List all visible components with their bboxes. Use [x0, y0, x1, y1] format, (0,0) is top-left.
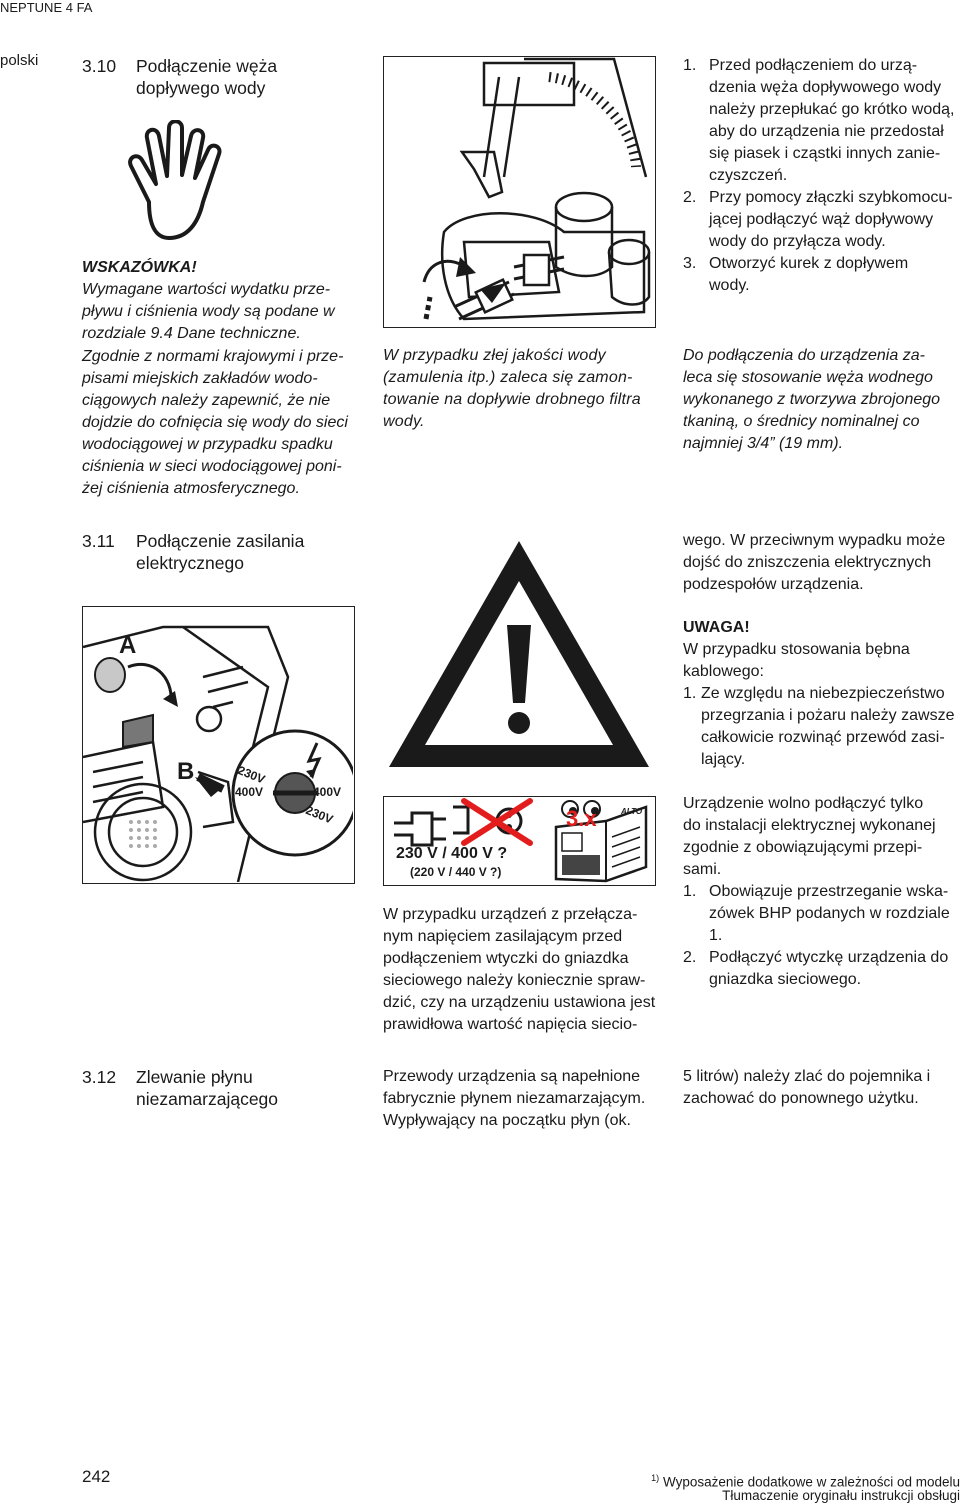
step-text: Obowiązuje przestrzeganie wska- zówek BHP podanych w rozdziale 1. — [709, 883, 950, 944]
step-number: 1. — [683, 883, 697, 900]
header-language: polski — [0, 52, 39, 69]
step-number: 1. — [683, 685, 697, 702]
install-text: Urządzenie wolno podłączyć tylko do instalacji elektrycznej wykonanej zgodnie z obowiązującymi przepi- sami. — [683, 795, 936, 878]
warning-triangle-icon — [383, 535, 655, 775]
water-connection-figure — [383, 56, 656, 328]
voltage-switch-figure — [82, 606, 355, 884]
step-text: Otworzyć kurek z dopływem wody. — [709, 255, 909, 294]
section-3-12-title: Zlewanie płynu niezamarzającego — [136, 1067, 279, 1109]
dial-230-bottom: 230V — [303, 803, 335, 827]
header-model: NEPTUNE 4 FA — [0, 0, 93, 15]
antifreeze-text-1: Przewody urządzenia są napełnione fabrycznie płynem niezamarzającym. Wypływający na początku płyn (ok. — [383, 1068, 646, 1129]
connection-steps — [683, 55, 960, 297]
step-text: Podłączyć wtyczkę urządzenia do gniazdka sieciowego. — [709, 949, 949, 988]
note-text: Wymagane wartości wydatku prze- pływu i ciśnienia wody są podane w rozdziale 9.4 Dane techniczne. — [82, 281, 335, 342]
warning-text: W przypadku stosowania bębna kablowego: — [683, 641, 910, 680]
list-item — [683, 881, 960, 947]
dial-230-top: 230V — [235, 763, 267, 787]
section-3-11-title: Podłączenie zasilania elektrycznego — [136, 531, 305, 573]
step-number: 2. — [683, 189, 697, 206]
filter-text: W przypadku złej jakości wody (zamulenia itp.) zaleca się zamon- towanie na dopływie drobnego filtra wody. — [383, 347, 641, 430]
section-3-10-number: 3.10 — [82, 56, 117, 76]
hose-note: Do podłączenia do urządzenia za- leca się stosowanie węża wodnego wykonanego z tworzywa zbrojonego tkaniną, o średnicy nominalnej co najmniej 3/4” (19 mm). — [683, 347, 941, 452]
step-text: Przed podłączeniem do urzą- dzenia węża dopływowego wody należy przepłukać go krótko wodą, aby do urządzenia nie przedostał się piasek i cząstki innych zanie- czyszczeń. — [709, 57, 955, 184]
voltage-question-alt: (220 V / 440 V ?) — [410, 865, 502, 879]
switch-text: W przypadku urządzeń z przełącza- nym napięciem zasilającym przed podłączeniem wtyczki do gniazdka sieciowego należy koniecznie spraw- dzić, czy na urządzeniu ustawiona jest prawidłowa wartość napięcia siecio- — [383, 906, 656, 1033]
manual-reference: 3.x — [566, 806, 597, 831]
step-text: Ze względu na niebezpieczeństwo przegrzania i pożaru należy zawsze całkowicie rozwinąć przewód zasi- lający. — [701, 685, 955, 768]
hand-stop-icon — [125, 120, 235, 248]
section-3-11-number: 3.11 — [82, 531, 115, 551]
continuation-text: wego. W przeciwnym wypadku może dojść do zniszczenia elektrycznych podzespołów urządzenia. — [683, 532, 946, 593]
step-number: 1. — [683, 57, 697, 74]
page-number: 242 — [82, 1467, 111, 1486]
note-label: WSKAZÓWKA! — [82, 259, 197, 276]
manual-brand: ALTO — [621, 807, 643, 816]
voltage-check-figure — [383, 796, 656, 886]
list-item — [683, 947, 960, 991]
norm-text: Zgodnie z normami krajowymi i prze- pisami miejskich zakładów wodo- ciągowych należy zapewnić, że nie dojdzie do cofnięcia się wody do sieci wodociągowej w przypadku spadku ciśnienia w sieci wodociągowej poni- żej ciśnienia atmosferycznego. — [82, 348, 348, 497]
step-number: 3. — [683, 255, 697, 272]
dial-400-left: 400V — [235, 785, 264, 799]
dial-400-right: 400V — [313, 785, 342, 799]
translation-note: Tłumaczenie oryginału instrukcji obsługi — [722, 1488, 960, 1503]
warning-label: UWAGA! — [683, 619, 750, 636]
voltage-question: 230 V / 400 V ? — [396, 845, 508, 862]
install-steps — [683, 881, 960, 991]
section-3-12-number: 3.12 — [82, 1067, 117, 1087]
list-item — [683, 683, 960, 771]
footnote-mark: 1) — [651, 1473, 660, 1483]
section-3-10-title: Podłączenie węża dopływego wody — [136, 56, 278, 98]
label-b: B — [177, 758, 195, 785]
footnote-text: Wyposażenie dodatkowe w zależności od modelu — [662, 1474, 960, 1490]
list-item — [683, 253, 960, 297]
label-a: A — [119, 632, 137, 659]
step-text: Przy pomocy złączki szybkomocu- jącej podłączyć wąż dopływowy wody do przyłącza wody. — [709, 189, 953, 250]
list-item — [683, 187, 960, 253]
antifreeze-text-2: 5 litrów) należy zlać do pojemnika i zachować do ponownego użytku. — [683, 1068, 931, 1107]
list-item — [683, 55, 960, 187]
step-number: 2. — [683, 949, 697, 966]
warning-steps — [683, 683, 960, 771]
